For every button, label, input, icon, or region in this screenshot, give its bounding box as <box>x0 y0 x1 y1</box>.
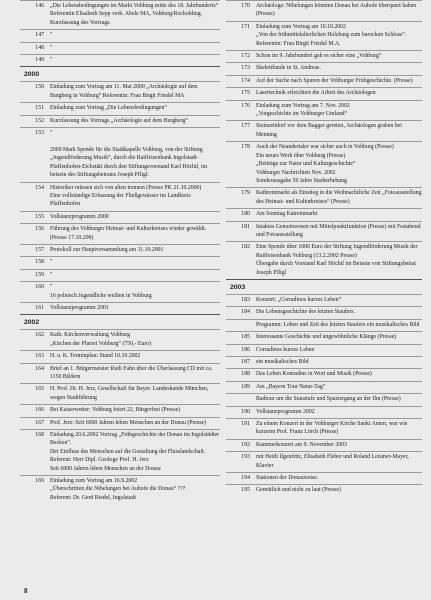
entry-text: Am Sonntag Katreinmarkt <box>256 211 318 218</box>
entry-number: 176 <box>241 102 250 109</box>
entry-text: " <box>50 271 53 278</box>
entry-number: 164 <box>35 365 44 372</box>
entry-text: H. u. K. Terminplan: Stand 10.10.2002 <box>50 353 141 360</box>
entry-text: Skelettfunde in St. Andreas. <box>256 65 321 72</box>
entry-text: Einladung 20.6.2002 Vortrag „Frühgeschichte der Donau im Ingolstädter Becken“. Der Einfluss des Menschen auf die Gestaltung der Flusslandschaft. Referent: Herr Dipl. Geologe Prof. H. Jerz Seit 6000 Jahren leben Menschen an der Donau <box>50 432 219 472</box>
entry-number: 159 <box>35 271 44 278</box>
list-item <box>226 381 422 393</box>
list-item <box>20 363 220 384</box>
list-item <box>226 451 422 472</box>
list-item <box>20 244 220 256</box>
entry-text: Kammerkonzert am 9. November 2003 <box>256 441 347 448</box>
entry-text: Auf der Suche nach Spuren der Vohburger Frühgeschichte. (Presse) <box>256 77 413 84</box>
list-item <box>226 208 422 220</box>
entry-text: Konzert: „Corradinos kurzes Leben“ <box>256 296 342 303</box>
entry-number: 192 <box>241 441 250 448</box>
entry-text: Die Lebensgeschichte des letzten Staufers. <box>256 309 355 316</box>
entry-number: 152 <box>35 117 44 124</box>
entry-text: Schon im 9. Jahrhundert gab es sicher eine „Vohburg“ <box>256 53 382 60</box>
entry-text: Einladung zum Vortrag „Die Lebensbedingungen“ <box>50 105 167 112</box>
entry-number: 148 <box>35 44 44 51</box>
entry-number: 154 <box>35 184 44 191</box>
entry-text: Steinzeitdorf vor dem Bagger gerettet, Archäologen graben bei Menning <box>256 123 402 138</box>
entry-text: Historiker müssen sich von alten trennen (Presse PK 21.10.2000) Eine vollständige Erfassung der Fließgewässer im Landkreis Pfaffenhofen <box>50 184 202 208</box>
list-item <box>20 329 220 350</box>
entry-text: Corradinos kurzes Leben <box>256 346 315 353</box>
list-item <box>20 211 220 223</box>
list-item <box>226 393 422 405</box>
entry-text: ein musikalisches Bild <box>256 359 309 365</box>
entry-text: Vollstanzprogramm 2000 <box>50 213 109 220</box>
entry-number: 153 <box>35 130 44 137</box>
entry-text: Bei Kaiserwetter: Vohburg feiert 22, Bürgerfest (Presse) <box>50 407 181 414</box>
entry-text: Stationen der Donauweise. <box>256 475 319 482</box>
entry-text: Radtour um die Staustufe und Spaziergang an der Ilm (Presse) <box>256 396 401 403</box>
list-item <box>20 0 220 29</box>
entry-number: 182 <box>241 244 250 251</box>
list-item <box>226 241 422 279</box>
entry-number: 151 <box>35 105 44 112</box>
list-item <box>20 127 220 181</box>
page-number: 8 <box>24 587 28 595</box>
entry-text: Protokoll zur Hauptversammlung am 11.10.2001 <box>50 246 164 253</box>
list-item <box>20 302 220 314</box>
entry-number: 166 <box>35 407 44 414</box>
entry-number: 185 <box>241 334 250 341</box>
entry-text: Programm: Leben und Zeit des letzten Staufers ein musikalisches Bild <box>256 321 420 328</box>
entry-text: Einladung zum Vortrag am 7. Nov. 2002 „Vorgeschichte im Vohburger Umland“ <box>256 102 350 118</box>
entry-text: Vollstanzprogramm 2001 <box>50 304 109 311</box>
list-item <box>226 368 422 380</box>
list-item <box>226 21 422 50</box>
list-item <box>226 87 422 99</box>
list-item <box>226 306 422 318</box>
entry-text: mit Heidi Ilgenfritz, Elisabeth Fleber und Roland Leistner-Mayer, Klavier <box>256 454 409 469</box>
list-item <box>20 256 220 268</box>
entry-text: Brief an 1. Bürgermeister Rudi Fahn über die Überlassung CD mit ca. 1150 Bildern <box>50 365 213 380</box>
list-item <box>226 221 422 242</box>
entry-number: 160 <box>35 284 44 291</box>
entry-text: Lasertechnik erleichtert die Arbeit des Archäologen <box>256 90 376 97</box>
entry-text: Einladung zum Vortrag am 16.9.2002 „Überschritten die Nibelungen bei Auhofe die Donau“ ??? Referent: Dr. Gerd Riedel, Ingolstadt <box>50 478 186 501</box>
entry-text: " <box>50 44 53 51</box>
list-item <box>20 475 220 504</box>
entry-number: 193 <box>241 454 250 461</box>
entry-number: 189 <box>241 383 250 390</box>
entry-number: 191 <box>241 421 250 428</box>
list-item <box>20 223 220 244</box>
list-item <box>226 418 422 439</box>
entry-number: 165 <box>35 386 44 393</box>
list-item <box>226 294 422 306</box>
entry-number: 190 <box>241 408 250 415</box>
entry-number: 146 <box>35 3 44 9</box>
entry-number: 174 <box>241 77 250 84</box>
entry-text: Vollstanzprogramm 2002 <box>256 408 315 415</box>
entry-number: 187 <box>241 359 250 365</box>
entry-text: Einladung zum Vortrag am 10.10.2002 „Von der frühmittelalterlichen Holzburg zum barocken Schloss“. Referentin: Frau Birgit Friedel M.A. <box>256 23 407 47</box>
list-item <box>226 344 422 356</box>
entry-number: 175 <box>241 90 250 97</box>
list-item <box>226 406 422 418</box>
entry-text: " <box>50 32 53 39</box>
list-item <box>20 102 220 114</box>
entry-text: H. Prof. Dr. H. Jerz, Gesellschaft für Bayer. Landeskunde München, wegen Stadtführung <box>50 386 209 401</box>
list-item <box>226 62 422 74</box>
entry-text: " 2000 Mark Spende für die Stadtkapelle Vohburg, von der Stiftung „Jugendförderung Musik“, durch die Raiffeisenbank Ingolstadt-Pfaffenhofen-Eichstätt durch den Stiftungsvorstand Karl Höchtl, im beisein des Stiftungsbeirates Joseph Pfligl. <box>50 130 208 179</box>
list-item <box>20 115 220 127</box>
entry-text: Interessante Geschichte und ungewöhnliche Klänge (Presse) <box>256 334 397 341</box>
entry-number: 167 <box>35 419 44 426</box>
entry-number: 194 <box>241 475 250 482</box>
entry-number: 163 <box>35 353 44 360</box>
list-item <box>20 269 220 281</box>
list-item <box>226 319 422 331</box>
entry-text: " 16 polnisch Jugendliche weilten in Vohburg <box>50 284 152 299</box>
entry-number <box>226 321 256 329</box>
entry-text: Zu einem Konzert in der Vohburger Kirche Sankt Anton, war wie kurzerm Prof. Franz Lörch (Presse) <box>256 421 408 436</box>
entry-number: 181 <box>241 223 250 230</box>
list-item <box>20 350 220 362</box>
entry-number: 149 <box>35 57 44 64</box>
entry-text: Gemütlich und nicht zu laut (Presse) <box>256 487 341 494</box>
list-item <box>20 281 220 302</box>
entry-number: 168 <box>35 432 44 439</box>
entry-number: 147 <box>35 32 44 39</box>
entry-number: 184 <box>241 309 250 316</box>
list-item <box>226 187 422 208</box>
entry-text: Prof. Jerz: Seit 6000 Jahren leben Menschen an der Donau (Presse) <box>50 419 206 426</box>
list-item <box>226 484 422 496</box>
entry-number: 188 <box>241 371 250 378</box>
entry-number: 183 <box>241 296 250 303</box>
list-item <box>20 383 220 404</box>
entry-number: 179 <box>241 190 250 197</box>
list-item <box>226 356 422 368</box>
entry-text: „Die Lebensbedingungen im Markt Vohburg mitte des 18. Jahrhunderts“ Referentin Elisabeth Sepp verh. Abele MA, Vohburg/Rockolding. Kurzfassung des Vortrags. <box>50 3 219 26</box>
entry-number: 180 <box>241 211 250 218</box>
entry-number: 161 <box>35 304 44 311</box>
list-item <box>226 439 422 451</box>
entry-number: 150 <box>35 84 44 91</box>
year-heading: 2000 <box>20 66 220 81</box>
entry-text: Intaktes Gemeinwesen mit Mittelpunktfunktion (Presse) mit Festabend und Fotoausstellung <box>256 223 421 238</box>
entry-number: 177 <box>241 123 250 130</box>
list-item <box>226 331 422 343</box>
entry-number: 173 <box>241 65 250 72</box>
list-item <box>226 75 422 87</box>
entry-text: Eine Spende über 1000 Euro der Stiftung Jugendförderung Musik der Raiffeisenbank Vohburg (13.2.2002 Presse) Übergabe durch Vorstand Karl Höchtl im Beisein von Stiftungsbeirat Joseph Pfligl <box>256 244 418 276</box>
entry-number <box>226 395 256 403</box>
list-item <box>20 81 220 102</box>
year-heading: 2003 <box>226 279 422 294</box>
list-item <box>226 472 422 484</box>
left-column <box>20 0 220 504</box>
entry-number: 170 <box>241 3 250 9</box>
list-item <box>20 417 220 429</box>
list-item <box>20 404 220 416</box>
entry-text: Am „Bayern Tour Natur-Tag“ <box>256 383 326 390</box>
entry-text: " <box>50 259 53 266</box>
list-item <box>226 120 422 141</box>
entry-text: Kathreinmarkt als Einstieg in die Weihnachtliche Zeit „Fotoausstellung des Heimat- und Kulturkreises“ (Presse) <box>256 190 422 205</box>
list-item <box>226 50 422 62</box>
list-item <box>226 100 422 121</box>
entry-number: 172 <box>241 53 250 60</box>
entry-number: 157 <box>35 246 44 253</box>
right-column <box>226 0 422 497</box>
list-item <box>20 54 220 66</box>
entry-number: 169 <box>35 478 44 485</box>
entry-text: Archäologe: Nibelungen könnten Donau bei Auhofe überquert haben (Presse) <box>256 3 417 18</box>
list-item <box>20 42 220 54</box>
entry-number: 178 <box>241 144 250 151</box>
entry-number: 158 <box>35 259 44 266</box>
entry-number: 155 <box>35 213 44 220</box>
entry-text: Kurzfassung des Vortrags „Archäologie auf dem Burgberg“ <box>50 117 189 124</box>
year-heading: 2002 <box>20 314 220 329</box>
list-item <box>226 0 422 21</box>
entry-text: Einladung zum Vortrag am 11. Mai 2000 „Archäologie auf dem Burgberg in Vohburg“ Referentin: Frau Birgit Friedel MA <box>50 84 198 99</box>
entry-number: 162 <box>35 332 44 339</box>
entry-number: 195 <box>241 487 250 494</box>
entry-number: 156 <box>35 226 44 233</box>
entry-number: 186 <box>241 346 250 353</box>
entry-text: Das Leben Konradins in Wort und Musik (Presse) <box>256 371 372 378</box>
list-item <box>226 141 422 187</box>
entry-text: Führung des Vohburger Heimat- und Kulturkreises wieder gewählt. (Presse 17.10.200) <box>50 226 207 241</box>
list-item <box>20 29 220 41</box>
list-item <box>20 429 220 475</box>
entry-text: " <box>50 57 53 64</box>
entry-text: Kath. Kirchenverwaltung Vohburg „Kirchen der Pfarrei Vohburg“ (750,- Euro) <box>50 332 152 347</box>
entry-text: Auch der Neandertaler war sicher auch in Vohburg (Presse) Ein neues Werk über Vohburg (Presse) „Beiträge zur Natur und Kulturgeschichte“ Vohburger Nachrichten Nov. 2002 Sonderausgabe 50 Jahre Stadterhebung <box>256 144 394 184</box>
list-item <box>20 182 220 211</box>
entry-number: 171 <box>241 23 250 30</box>
